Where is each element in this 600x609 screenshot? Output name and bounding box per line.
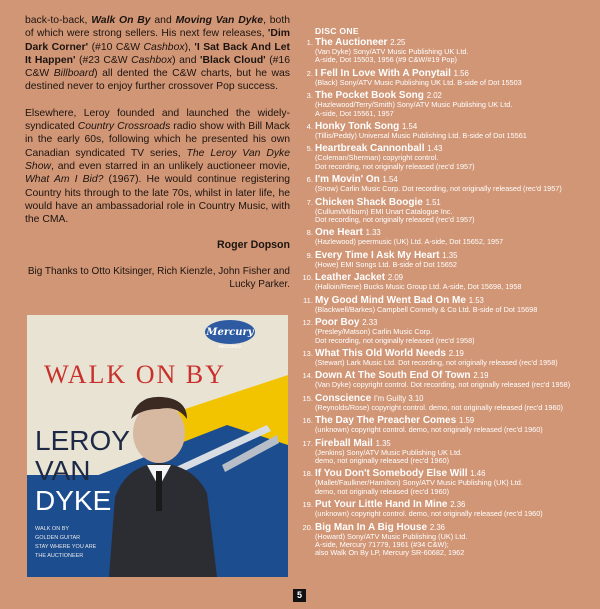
- cover-label: Mercury: [206, 327, 254, 338]
- track-detail: A-side, Mercury 71779, 1961 (#34 C&W);: [315, 539, 449, 549]
- cover-artist-line-3: DYKE: [35, 485, 112, 516]
- track-detail: (Reynolds/Rose) copyright control. demo, not originally released (rec'd 1960): [315, 402, 563, 412]
- track-duration: 1.46: [470, 469, 486, 479]
- text-run: What Am I Bid?: [25, 174, 104, 186]
- text-run: 'I Sat Back And Let It Happen': [25, 41, 290, 66]
- track-detail: (Hazlewood/Terry/Smith) Sony/ATV Music Publishing UK Ltd.: [315, 100, 513, 110]
- page-number: 5: [293, 589, 306, 602]
- track-detail: (Mallet/Faulkner/Hamilton) Sony/ATV Music Publishing (UK) Ltd.: [315, 478, 523, 488]
- track-detail: (Hazlewood) peermusic (UK) Ltd. A-side, Dot 15652, 1957: [315, 237, 504, 247]
- track-title: The Pocket Book Song: [315, 90, 424, 102]
- track-item: [300, 370, 590, 389]
- text-run: ),: [184, 41, 195, 53]
- track-list: [300, 37, 590, 558]
- text-run: and: [150, 15, 176, 26]
- track-title: Leather Jacket: [315, 272, 386, 284]
- text-run: Cashbox: [131, 54, 173, 66]
- track-detail: (Van Dyke) copyright control. Dot recording, not originally released (rec'd 1958): [315, 380, 571, 390]
- track-item: [300, 68, 590, 87]
- track-duration: 1.54: [402, 122, 418, 132]
- track-number: 13.: [302, 348, 313, 358]
- track-item: [300, 37, 590, 65]
- track-title: Big Man In A Big House: [315, 521, 428, 533]
- track-detail: (Howard) Sony/ATV Music Publishing (UK) Ltd.: [315, 531, 468, 541]
- track-number: 18.: [302, 469, 313, 479]
- text-run: radio show with Bill Mack in the early 60s, following which he presented his own Canadian syndicated TV series,: [25, 121, 290, 159]
- track-item: [300, 272, 590, 291]
- track-title-line: [315, 522, 590, 533]
- track-title: Honky Tonk Song: [315, 121, 400, 133]
- track-duration: 2.33: [362, 318, 378, 328]
- text-run: Country Crossroads: [77, 121, 171, 133]
- text-run: , both of which were strong sellers. His next few releases,: [25, 15, 290, 40]
- track-item: [300, 143, 590, 171]
- track-title-line: [315, 438, 590, 449]
- track-detail: also Walk On By LP, Mercury SR-60682, 1962: [315, 548, 465, 558]
- track-title: The Day The Preacher Comes: [315, 415, 457, 427]
- track-number: 7.: [306, 197, 313, 207]
- track-item: [300, 393, 590, 412]
- album-cover: [27, 315, 288, 577]
- track-detail: (Presley/Matson) Carlin Music Corp.: [315, 327, 433, 337]
- track-title: If You Don't Somebody Else Will: [315, 468, 468, 480]
- track-duration: 2.02: [426, 91, 442, 101]
- track-item: [300, 227, 590, 246]
- text-run: ) and: [172, 54, 201, 66]
- track-listing: [300, 26, 590, 561]
- track-title: Fireball Mail: [315, 437, 373, 449]
- text-run: back-to-back,: [25, 15, 92, 26]
- track-detail: (Snow) Carlin Music Corp. Dot recording, not originally released (rec'd 1957): [315, 184, 562, 194]
- cover-tracklist-3: STAY WHERE YOU ARE: [35, 544, 97, 550]
- track-item: [300, 295, 590, 314]
- track-item: [300, 522, 590, 558]
- track-detail: (Howe) EMI Songs Ltd. B-side of Dot 15652: [315, 259, 457, 269]
- cover-tracklist-2: GOLDEN GUITAR: [35, 535, 81, 541]
- track-number: 10.: [302, 273, 313, 283]
- track-detail: (Blackwell/Barkes) Campbell Connelly & Co Ltd. B-side of Dot 15698: [315, 304, 538, 314]
- track-number: 12.: [302, 318, 313, 328]
- text-run: (#16 C&W: [25, 54, 290, 80]
- track-item: [300, 317, 590, 345]
- track-number: 16.: [302, 416, 313, 426]
- track-title: Put Your Little Hand In Mine: [315, 499, 448, 511]
- text-run: (#23 C&W: [75, 54, 132, 66]
- track-detail: (unknown) copyright control. demo, not originally released (rec'd 1960): [315, 425, 543, 435]
- track-title: Down At The South End Of Town: [315, 370, 471, 382]
- track-duration: 2.19: [448, 348, 464, 358]
- track-title: Conscience: [315, 392, 372, 404]
- track-title: Heartbreak Cannonball: [315, 143, 425, 155]
- track-title: The Auctioneer: [315, 37, 388, 48]
- cover-label-sub: RECORDS: [218, 344, 242, 349]
- track-detail: (Jenkins) Sony/ATV Music Publishing UK Ltd.: [315, 447, 463, 457]
- paragraph-2: [25, 107, 290, 227]
- text-run: Moving Van Dyke: [175, 15, 264, 26]
- cover-artist-line-1: LEROY: [35, 425, 130, 456]
- track-item: [300, 197, 590, 225]
- track-number: 6.: [306, 175, 313, 185]
- track-item: [300, 438, 590, 466]
- track-detail: (Coleman/Sherman) copyright control.: [315, 153, 439, 163]
- track-duration: 1.33: [365, 228, 381, 238]
- track-number: 2.: [306, 68, 313, 78]
- track-title: What This Old World Needs: [315, 347, 446, 359]
- track-detail: (Black) Sony/ATV Music Publishing UK Ltd. B-side of Dot 15503: [315, 77, 522, 87]
- thanks-note: Big Thanks to Otto Kitsinger, Rich Kienzle, John Fisher and Lucky Parker.: [27, 265, 290, 290]
- track-number: 8.: [306, 228, 313, 238]
- track-duration: 1.59: [458, 416, 475, 426]
- track-item: [300, 174, 590, 193]
- text-run: Elsewhere, Leroy founded and launched the widely-syndicated: [25, 107, 290, 133]
- track-title: One Heart: [315, 227, 363, 239]
- track-item: [300, 250, 590, 269]
- track-duration: 1.35: [442, 250, 458, 260]
- text-run: Walk On By: [91, 15, 151, 26]
- track-title-line: [315, 197, 590, 208]
- text-run: ) all dented the C&W charts, but he was destined never to enjoy further crossover Pop success.: [25, 68, 290, 93]
- text-run: Billboard: [53, 68, 95, 80]
- track-detail: (Stewart) Lark Music Ltd. Dot recording, not originally released (rec'd 1958): [315, 357, 558, 367]
- track-item: [300, 121, 590, 140]
- track-duration: 2.25: [390, 38, 406, 47]
- track-detail: (Van Dyke) Sony/ATV Music Publishing UK Ltd.: [315, 47, 469, 56]
- track-number: 4.: [306, 122, 313, 132]
- track-number: 5.: [306, 144, 313, 154]
- liner-notes: [25, 14, 290, 291]
- track-duration: 2.36: [450, 500, 466, 510]
- text-run: 'Dim Dark Corner': [25, 28, 290, 53]
- track-detail: (Cullum/Milburn) EMI Unart Catalogue Inc.: [315, 206, 453, 216]
- text-run: Cashbox: [143, 41, 185, 53]
- track-detail: Dot recording, not originally released (rec'd 1958): [315, 335, 475, 345]
- track-number: 14.: [302, 371, 313, 381]
- track-number: 17.: [302, 438, 313, 448]
- track-item: [300, 415, 590, 434]
- track-item: [300, 348, 590, 367]
- text-run: The Leroy Van Dyke Show: [25, 147, 290, 172]
- text-run: , and even starred in an unlikely auctioneer movie,: [51, 160, 290, 172]
- track-number: 19.: [302, 500, 313, 510]
- track-title: I'm Movin' On: [315, 174, 380, 186]
- track-detail: Dot recording, not originally released (rec'd 1957): [315, 215, 475, 225]
- track-duration: 2.19: [473, 371, 489, 381]
- track-number: 3.: [306, 91, 313, 101]
- track-duration: 1.51: [425, 197, 441, 207]
- track-number: 15.: [302, 393, 313, 403]
- track-number: 1.: [306, 38, 313, 47]
- text-run: (1967). He would continue registering Country hits through to the late 70s, whilst in later life, he would have an ambassadorial role in Country Music, with the CMA.: [25, 174, 290, 226]
- track-number: 11.: [303, 295, 313, 305]
- track-duration: 1.53: [468, 295, 484, 305]
- track-detail: demo, not originally released (rec'd 1960): [315, 455, 450, 465]
- track-item: [300, 499, 590, 518]
- track-title: Chicken Shack Boogie: [315, 196, 423, 208]
- text-run: 'Black Cloud': [200, 54, 266, 66]
- track-detail: demo, not originally released (rec'd 1960): [315, 486, 450, 496]
- track-detail: Dot recording, not originally released (rec'd 1957): [315, 161, 475, 171]
- track-title: My Good Mind Went Bad On Me: [315, 294, 466, 306]
- track-duration: 1.43: [427, 144, 443, 154]
- author-signature: Roger Dopson: [217, 239, 290, 252]
- cover-title: WALK ON BY: [44, 360, 226, 389]
- track-duration: 2.36: [429, 522, 446, 532]
- track-detail: (Halloin/Rene) Bucks Music Group Ltd. A-side, Dot 15698, 1958: [315, 282, 522, 292]
- cover-tracklist-4: THE AUCTIONEER: [35, 553, 84, 559]
- track-item: [300, 468, 590, 496]
- track-item: [300, 90, 590, 118]
- track-detail: (unknown) copyright control. demo, not originally released (rec'd 1960): [315, 509, 543, 519]
- track-title: Poor Boy: [315, 317, 360, 329]
- track-duration: 2.09: [387, 273, 404, 283]
- track-duration: 1.35: [375, 438, 391, 448]
- track-number: 9.: [306, 250, 313, 260]
- track-duration: 1.56: [453, 68, 469, 78]
- track-detail: (Tillis/Peddy) Universal Music Publishing Ltd. B-side of Dot 15561: [315, 131, 527, 141]
- track-duration: 1.54: [382, 175, 398, 185]
- track-detail: A-side, Dot 15503, 1956 (#9 C&W/#19 Pop): [315, 55, 457, 65]
- disc-title: DISC ONE: [315, 26, 359, 36]
- text-run: (#10 C&W: [88, 41, 144, 53]
- track-title: Every Time I Ask My Heart: [315, 249, 440, 261]
- track-number: 20.: [302, 522, 313, 532]
- track-duration: I'm Guilty 3.10: [373, 393, 424, 403]
- cover-tracklist-1: WALK ON BY: [35, 526, 70, 532]
- album-cover-art: [27, 315, 288, 577]
- track-detail: A-side, Dot 15561, 1957: [315, 108, 394, 118]
- paragraph-1: [25, 14, 290, 94]
- track-title: I Fell In Love With A Ponytail: [315, 67, 451, 79]
- cover-artist-line-2: VAN: [35, 455, 91, 486]
